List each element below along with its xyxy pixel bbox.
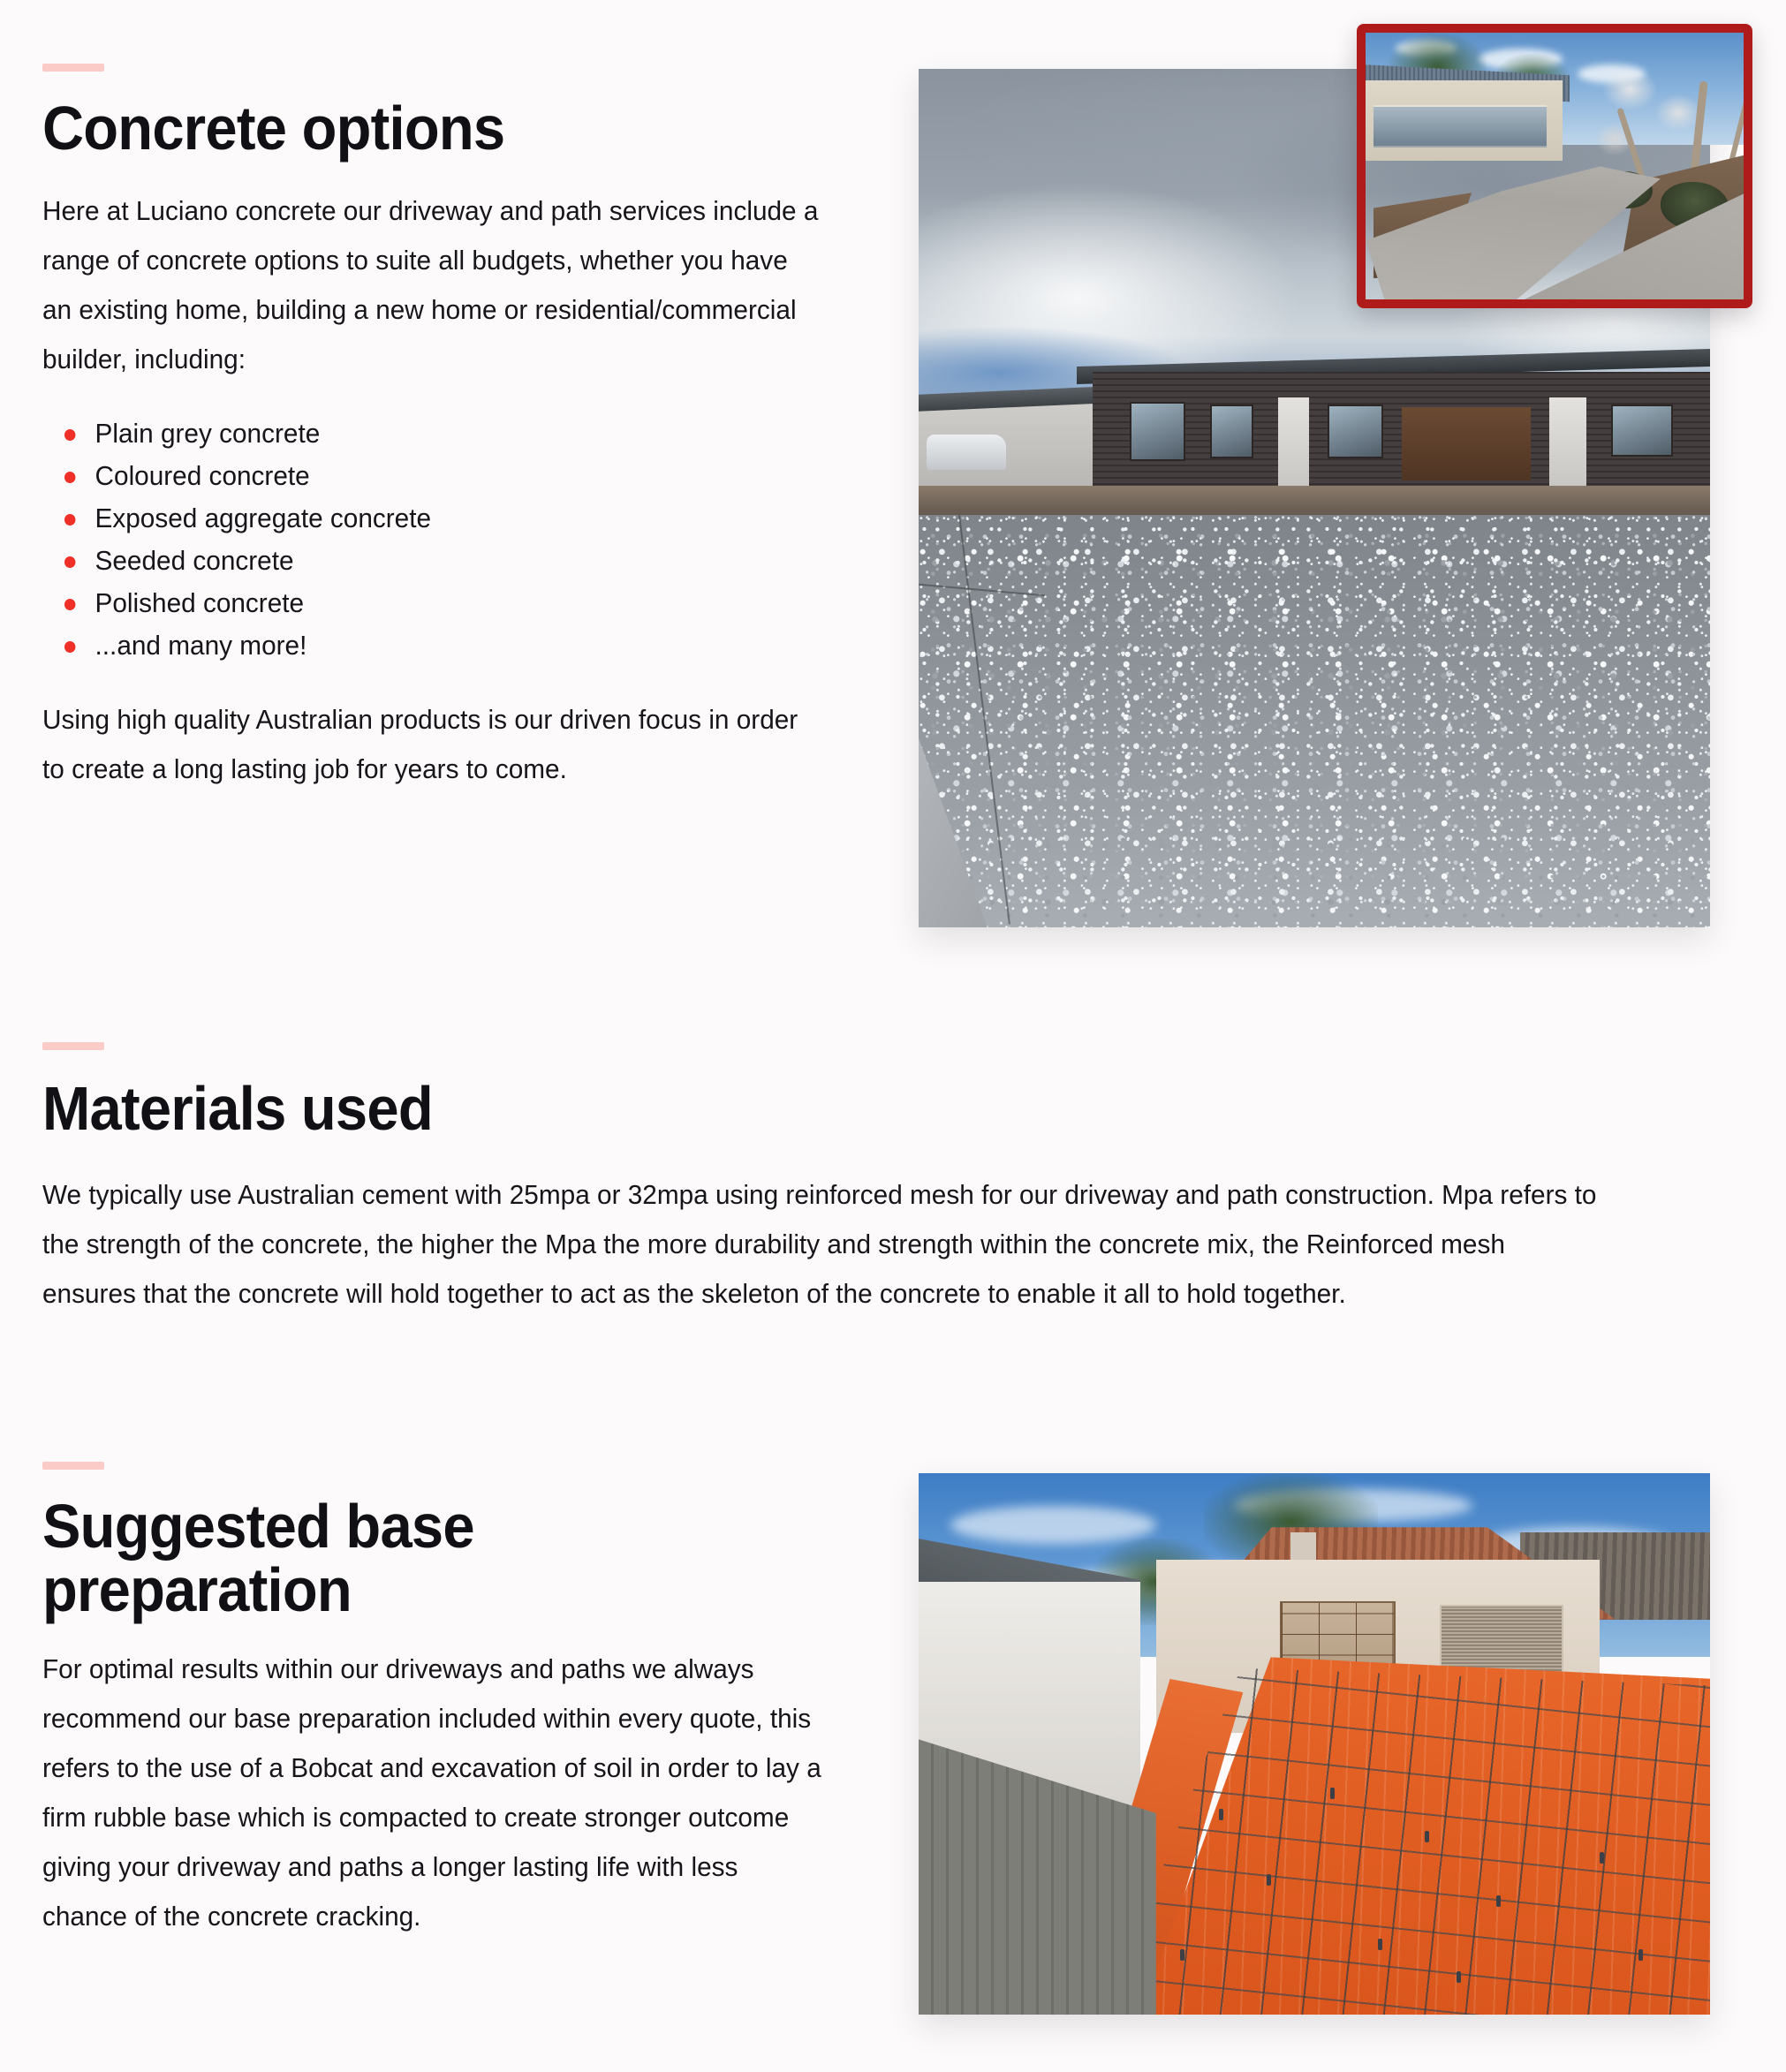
list-item: [42, 420, 831, 448]
list-item: [42, 589, 831, 617]
list-item: [42, 504, 831, 533]
accent-bar-base-preparation: [42, 1462, 104, 1470]
page-title-base-preparation: Suggested base preparation: [42, 1492, 474, 1625]
bullet-dot-icon: [64, 641, 75, 653]
window-with-blind: [1440, 1605, 1563, 1674]
bar-chair: [1457, 1971, 1461, 1983]
section-materials-used: [42, 1042, 1685, 1319]
intro-paragraph-concrete-options: Here at Luciano concrete our driveway and path services include a range of concrete options to suite all budgets, whether you have an existing home, building a new home or residential/commercial builder, including:: [42, 195, 819, 375]
page-title-materials-used: Materials used: [42, 1074, 433, 1143]
list-item-label: ...and many more!: [95, 630, 307, 662]
accent-bar-materials-used: [42, 1042, 104, 1050]
parked-car: [927, 435, 1006, 470]
list-item-label: Seeded concrete: [95, 545, 294, 577]
concrete-path-inset-photo: [1357, 24, 1752, 308]
list-item: [42, 547, 831, 575]
list-item: [42, 462, 831, 490]
bullet-dot-icon: [64, 514, 75, 526]
house-row: [919, 352, 1710, 490]
bullet-dot-icon: [64, 472, 75, 483]
control-joint: [958, 515, 1010, 924]
brick-house-facade: [1093, 372, 1710, 490]
bullet-dot-icon: [64, 429, 75, 441]
garage-door: [1402, 407, 1532, 480]
list-item-label: Exposed aggregate concrete: [95, 503, 432, 534]
control-joint: [919, 584, 1045, 596]
list-item-label: Polished concrete: [95, 587, 305, 619]
bar-chair: [1180, 1949, 1184, 1961]
body-paragraph-base-preparation: For optimal results within our driveways and paths we always recommend our base preparation included within every quote, this refers to the use of a Bobcat and excavation of soil in order to lay a firm rubble base which is compacted to create stronger outcome giving your driveway and paths a longer lasting life with less chance of the concrete cracking.: [42, 1653, 821, 1932]
concrete-options-list: [42, 420, 864, 660]
bullet-dot-icon: [64, 599, 75, 610]
list-item: [42, 631, 831, 660]
bar-chair: [1425, 1831, 1429, 1842]
window: [1611, 405, 1673, 457]
body-paragraph-materials-used: We typically use Australian cement with 25mpa or 32mpa using reinforced mesh for our driveway and path construction. Mpa refers to the strength of the concrete, the higher the Mpa the more durability and strength within the concrete mix, the Reinforced mesh ensures that the concrete will hold together to act as the skeleton of the concrete to enable it all to hold together.: [42, 1179, 1597, 1310]
bar-chair: [1378, 1939, 1382, 1950]
window: [1328, 405, 1383, 459]
pillar: [1549, 397, 1586, 489]
section-concrete-options: [42, 64, 864, 794]
bar-chair: [1496, 1895, 1501, 1907]
glass-window-band: [1374, 105, 1548, 147]
section-base-preparation: [42, 1462, 864, 1941]
aggregate-slab: [919, 515, 1710, 927]
list-item-label: Coloured concrete: [95, 460, 310, 492]
list-item-label: Plain grey concrete: [95, 418, 321, 450]
bar-chair: [1600, 1852, 1604, 1864]
outro-paragraph-concrete-options: Using high quality Australian products is our driven focus in order to create a long lasting job for years to come.: [42, 704, 798, 785]
accent-bar-concrete-options: [42, 64, 104, 72]
bullet-dot-icon: [64, 556, 75, 568]
bar-chair: [1219, 1809, 1223, 1820]
window: [1130, 402, 1185, 461]
bar-chair: [1638, 1949, 1643, 1961]
bar-chair: [1330, 1788, 1335, 1799]
page-title-concrete-options: Concrete options: [42, 94, 505, 163]
pillar: [1278, 397, 1309, 489]
base-preparation-photo: [919, 1473, 1710, 2015]
window: [1210, 405, 1253, 459]
bar-chair: [1267, 1874, 1271, 1886]
